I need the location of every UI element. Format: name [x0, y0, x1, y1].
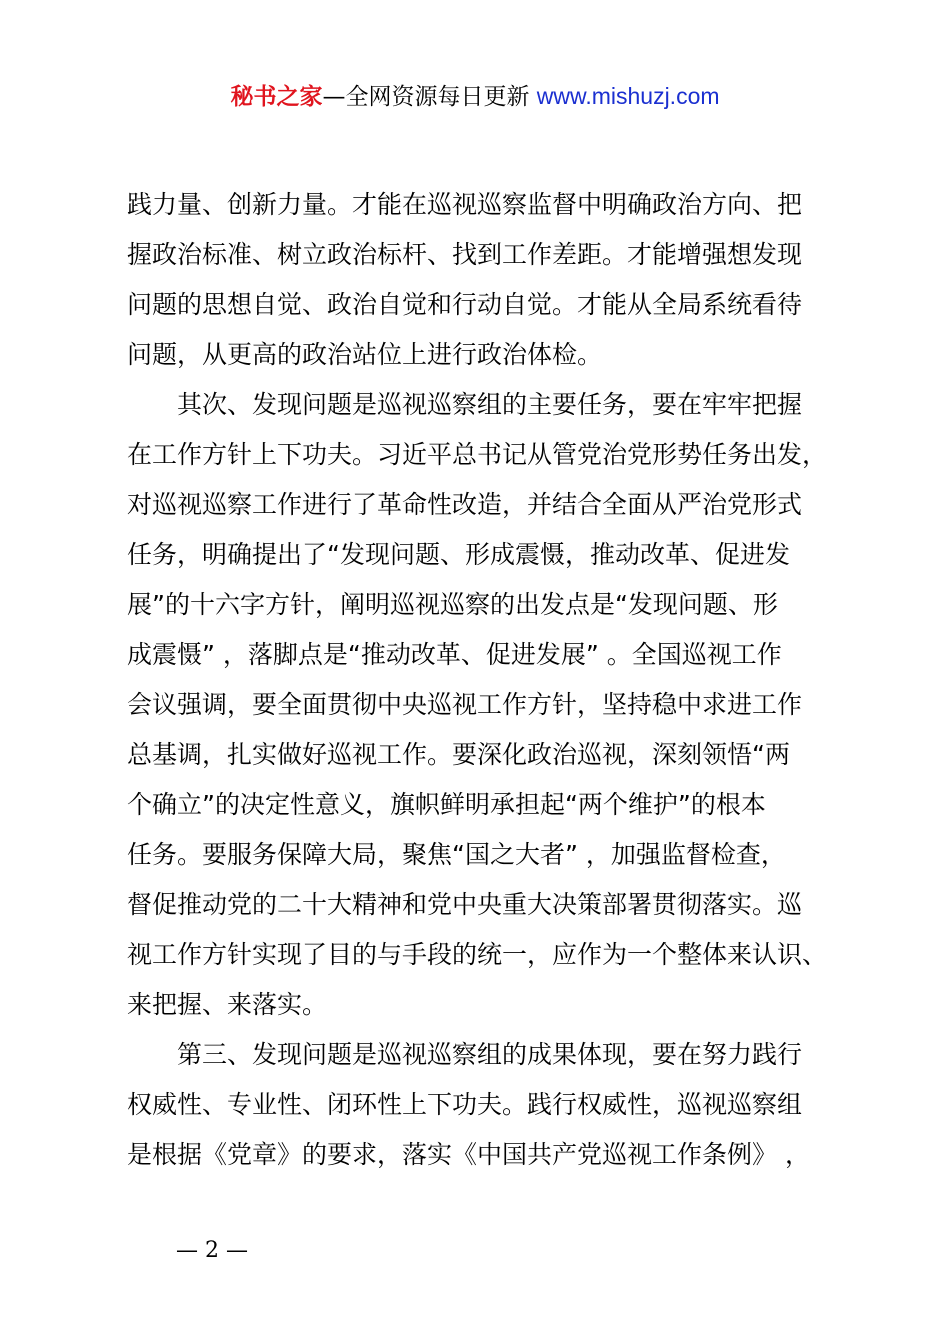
text-line: 会议强调，要全面贯彻中央巡视工作方针，坚持稳中求进工作: [127, 690, 803, 719]
text-line: 个确立”的决定性意义，旗帜鲜明承担起“两个维护”的根本: [127, 790, 766, 819]
text-line: 成震慑” ，落脚点是“推动改革、促进发展” 。全国巡视工作: [127, 640, 782, 669]
text-line: 任务，明确提出了“发现问题、形成震慑，推动改革、促进发: [127, 540, 790, 569]
text-line: 在工作方针上下功夫。习近平总书记从管党治党形势任务出发，: [127, 440, 828, 469]
text-line: 其次、发现问题是巡视巡察组的主要任务，要在牢牢把握: [177, 390, 803, 419]
text-line: 是根据《党章》的要求，落实《中国共产党巡视工作条例》 ，: [127, 1140, 810, 1169]
text-line: 第三、发现问题是巡视巡察组的成果体现，要在努力践行: [177, 1040, 803, 1069]
page-number: — 2 —: [176, 1238, 248, 1263]
text-line: 践力量、创新力量。才能在巡视巡察监督中明确政治方向、把: [127, 190, 803, 219]
text-line: 问题的思想自觉、政治自觉和行动自觉。才能从全局系统看待: [127, 290, 803, 319]
document-header: [0, 80, 950, 113]
text-line: 视工作方针实现了目的与手段的统一，应作为一个整体来认识、: [127, 940, 828, 969]
text-line: 握政治标准、树立政治标杆、找到工作差距。才能增强想发现: [127, 240, 803, 269]
text-line: 对巡视巡察工作进行了革命性改造，并结合全面从严治党形式: [127, 490, 803, 519]
text-line: 问题，从更高的政治站位上进行政治体检。: [127, 340, 603, 369]
document-body: [127, 180, 837, 1180]
text-line: 来把握、来落实。: [127, 990, 328, 1019]
header-tagline: —全网资源每日更新: [322, 84, 537, 110]
text-line: 权威性、专业性、闭环性上下功夫。践行权威性，巡视巡察组: [127, 1090, 803, 1119]
text-line: 展”的十六字方针，阐明巡视巡察的出发点是“发现问题、形: [127, 590, 778, 619]
website-url[interactable]: www.mishuzj.com: [536, 83, 720, 109]
text-line: 任务。要服务保障大局，聚焦“国之大者” ，加强监督检查，: [127, 840, 786, 869]
text-line: 总基调，扎实做好巡视工作。要深化政治巡视，深刻领悟“两: [127, 740, 790, 769]
text-line: 督促推动党的二十大精神和党中央重大决策部署贯彻落实。巡: [127, 890, 803, 919]
brand-name: 秘书之家: [230, 84, 323, 110]
